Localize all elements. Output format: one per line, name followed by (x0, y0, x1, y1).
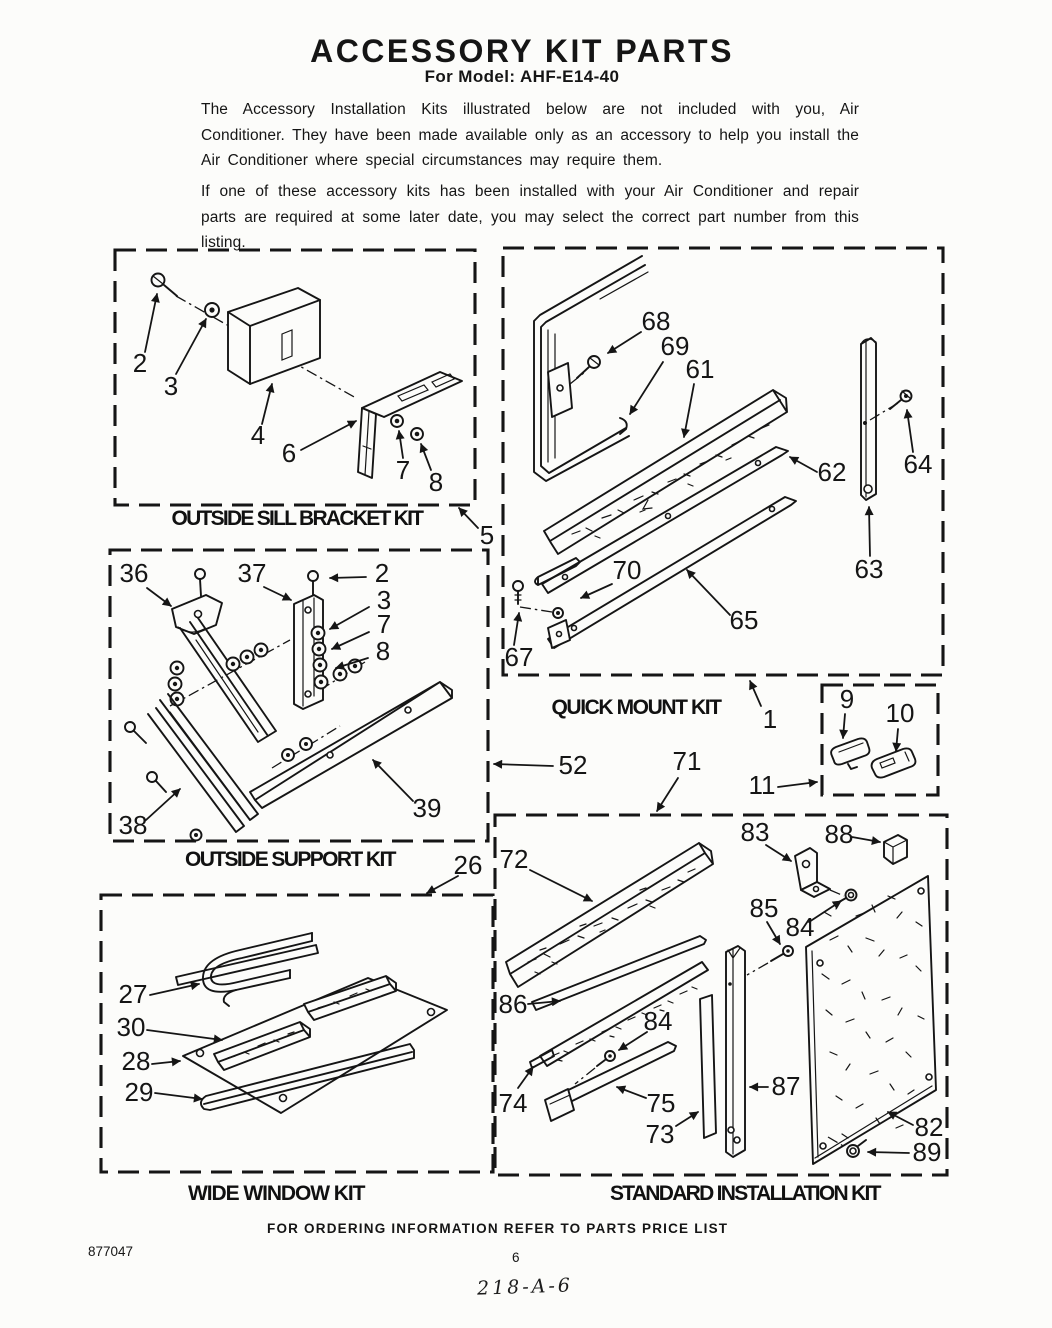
arrow-to-73 (676, 1112, 698, 1126)
sill-bracket-kit-label: OUTSIDE SILL BRACKET KIT (171, 507, 425, 530)
callout-75: 75 (646, 1088, 676, 1118)
callout-73: 73 (645, 1119, 675, 1149)
part-screw-2-drawing (152, 274, 178, 297)
callout-29: 29 (124, 1077, 154, 1107)
part-bar-63-drawing (861, 338, 876, 500)
centerline-84a (830, 890, 844, 896)
callout-65: 65 (729, 605, 759, 635)
intro-paragraph-1: The Accessory Installation Kits illustrated below are not included with you, Air Conditioner. They have been made available only as an accessory to help you install the Air Conditioner where special circumstances may require them. (201, 101, 859, 169)
arrow-to-70 (581, 584, 612, 598)
arrow-to-72 (530, 870, 592, 901)
arrow-to-63 (869, 507, 870, 556)
callout-4: 4 (250, 420, 266, 450)
kit-standard-installation (495, 746, 947, 1205)
callout-10: 10 (885, 698, 915, 728)
callout-3b: 3 (376, 585, 392, 615)
callout-kit-52: 52 (558, 750, 588, 780)
arrow-to-screw-2 (145, 294, 157, 352)
arrow-to-screw-2b (330, 577, 366, 578)
callout-39: 39 (412, 793, 442, 823)
standard-install-kit-label: STANDARD INSTALLATION KIT (610, 1182, 882, 1205)
arrow-to-10 (896, 729, 898, 751)
callout-28: 28 (121, 1046, 151, 1076)
arrow-to-29 (155, 1093, 202, 1099)
callout-7b: 7 (376, 609, 392, 639)
part-cap-88-drawing (884, 835, 907, 864)
arrow-to-38 (146, 789, 180, 820)
quick-mount-kit-label: QUICK MOUNT KIT (551, 696, 723, 719)
callout-36: 36 (119, 558, 149, 588)
part-strip-73-drawing (700, 995, 716, 1138)
arrow-to-kit-52 (494, 764, 553, 766)
arrow-to-82 (888, 1112, 913, 1125)
arrow-to-kit-11 (778, 782, 817, 787)
part-channel-70-drawing (535, 558, 580, 585)
arrow-to-28 (152, 1061, 180, 1064)
arrow-to-61 (684, 384, 694, 437)
callout-6: 6 (281, 438, 297, 468)
callout-74: 74 (498, 1088, 528, 1118)
arrow-to-nut-3b (330, 607, 369, 629)
callout-67: 67 (504, 642, 534, 672)
callout-2: 2 (132, 348, 148, 378)
part-screw-64-drawing (890, 391, 912, 410)
arrow-to-68 (608, 332, 641, 353)
part-seal-27-drawing (203, 933, 312, 1006)
part-clip-10-drawing (872, 748, 916, 777)
part-bolt-67-drawing (513, 581, 570, 648)
part-bracket-83-drawing (795, 848, 830, 897)
part-frame-drawing (534, 256, 648, 481)
kit-clip-box (749, 684, 939, 800)
arrow-to-nut-7b (332, 632, 369, 649)
callout-82: 82 (914, 1112, 944, 1142)
arrow-to-88 (852, 837, 880, 842)
part-plate-69-drawing (548, 363, 572, 417)
part-screw-85-drawing (747, 946, 793, 975)
doc-number: 877047 (88, 1244, 134, 1259)
arrow-to-83 (766, 845, 791, 861)
arrow-to-62 (790, 457, 817, 472)
callout-kit-1: 1 (762, 704, 778, 734)
callout-70: 70 (612, 555, 642, 585)
arrow-to-nut-3 (176, 319, 206, 374)
arrow-to-75 (617, 1087, 646, 1098)
arrow-to-65 (687, 570, 730, 615)
callout-72: 72 (499, 844, 529, 874)
part-cover-4-drawing (228, 288, 320, 384)
arrow-to-kit-71 (657, 778, 678, 811)
outside-support-kit-label: OUTSIDE SUPPORT KIT (185, 848, 397, 871)
arrow-to-89 (868, 1152, 909, 1153)
kit-outside-support (110, 550, 587, 893)
wide-window-kit-label: WIDE WINDOW KIT (188, 1182, 366, 1205)
callout-88: 88 (824, 819, 854, 849)
part-wood-rail-72-drawing (506, 843, 713, 987)
arrow-to-39 (373, 760, 413, 801)
part-mid-nuts-drawing (227, 644, 268, 671)
arrow-to-nut-7 (399, 431, 403, 458)
page-title: ACCESSORY KIT PARTS (310, 33, 734, 69)
callout-kit-5: 5 (479, 520, 495, 550)
arrow-to-9 (843, 714, 845, 738)
kit-quick-mount (503, 248, 943, 734)
callout-27: 27 (118, 979, 148, 1009)
part-screw-top-left-drawing (195, 569, 205, 596)
intro-paragraph-2: If one of these accessory kits has been installed with your Air Conditioner and repair parts are required at some later date, you may select the correct part number from this listing. (201, 183, 859, 251)
callout-86: 86 (498, 989, 528, 1019)
callout-3: 3 (163, 371, 179, 401)
callout-84a: 84 (785, 912, 815, 942)
arrow-to-64 (907, 410, 913, 452)
arrow-to-kit-1 (750, 681, 761, 706)
callout-9: 9 (839, 684, 855, 714)
page-number: 6 (512, 1250, 520, 1265)
ordering-note: FOR ORDERING INFORMATION REFER TO PARTS PRICE LIST (267, 1221, 729, 1236)
kit-wide-window (101, 895, 493, 1205)
callout-85: 85 (749, 893, 779, 923)
part-channel-87-drawing (726, 946, 745, 1157)
part-rail-39-drawing (250, 682, 452, 808)
callout-7: 7 (395, 455, 411, 485)
part-clip-9-drawing (831, 738, 869, 769)
arrow-to-bracket-6 (301, 421, 356, 450)
arrow-to-85 (767, 922, 780, 944)
callout-2b: 2 (374, 558, 390, 588)
arrow-to-36 (147, 588, 171, 606)
arrow-to-67 (514, 613, 519, 645)
kit-outside-sill-bracket (115, 250, 494, 550)
arrow-to-37 (264, 587, 291, 600)
arrow-to-cover-4 (262, 384, 272, 424)
callout-30: 30 (116, 1012, 146, 1042)
arrow-to-30 (147, 1030, 222, 1040)
callout-37: 37 (237, 558, 267, 588)
part-nut-3-drawing (205, 303, 219, 317)
part-rail-62-drawing (542, 447, 788, 593)
callout-38: 38 (118, 810, 148, 840)
part-nuts-7-8-drawing (391, 415, 423, 440)
callout-83: 83 (740, 817, 770, 847)
arrow-to-74 (518, 1067, 533, 1088)
arrow-to-69 (630, 362, 663, 414)
callout-kit-71: 71 (672, 746, 702, 776)
arrow-to-kit-5 (459, 508, 478, 528)
callout-64: 64 (903, 449, 933, 479)
callout-68: 68 (641, 306, 671, 336)
handwritten-code: 218-A-6 (476, 1274, 574, 1300)
callout-8b: 8 (375, 636, 391, 666)
callout-63: 63 (854, 554, 884, 584)
model-line: For Model: AHF-E14-40 (424, 67, 620, 86)
callout-kit-11: 11 (748, 770, 776, 800)
part-eyebolt-84a-drawing (839, 890, 857, 903)
callout-8: 8 (428, 467, 444, 497)
callout-87: 87 (771, 1071, 801, 1101)
callout-61: 61 (685, 354, 715, 384)
callout-89: 89 (912, 1137, 942, 1167)
part-left-rail-drawing (180, 618, 276, 742)
callout-84b: 84 (643, 1006, 673, 1036)
callout-kit-26: 26 (453, 850, 483, 880)
callout-62: 62 (817, 457, 847, 487)
arrow-to-27 (150, 984, 199, 995)
callout-69: 69 (660, 331, 690, 361)
part-screw-68-drawing (577, 356, 600, 378)
